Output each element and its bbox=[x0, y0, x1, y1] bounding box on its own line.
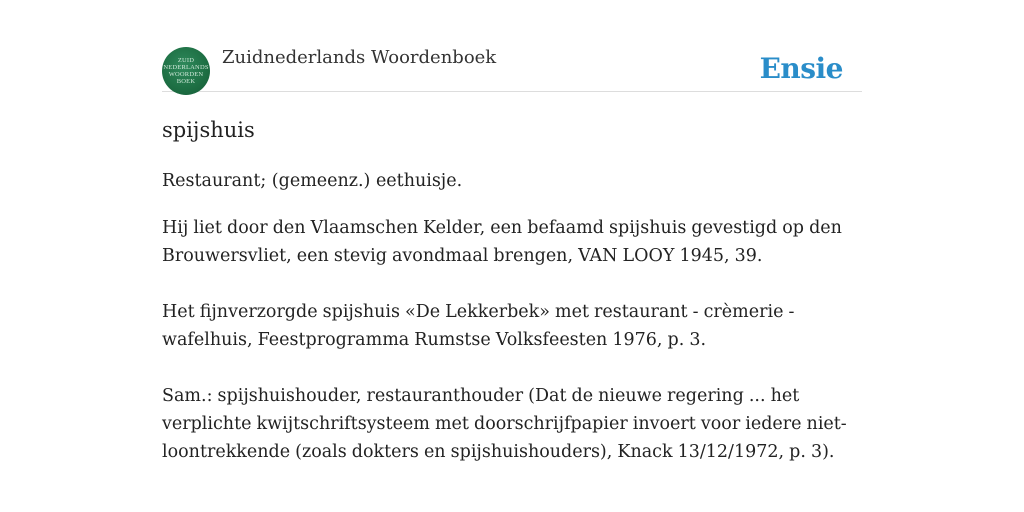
entry-example: Hij liet door den Vlaamschen Kelder, een befaamd spijshuis gevestigd op den Brouwersvliet, een stevig avondmaal brengen, VAN LOOY 1945, 39. bbox=[162, 218, 842, 266]
entry-headword: spijshuis bbox=[162, 118, 255, 142]
logo-line: NEDERLANDS bbox=[163, 64, 209, 71]
dictionary-card bbox=[162, 44, 862, 466]
header bbox=[162, 44, 862, 92]
entry-example: Sam.: spijshuishouder, restauranthouder (Dat de nieuwe regering ... het verplichte kwijtschriftsysteem met doorschrijfpapier invoert voor iedere niet-loontrekkende (zoals dokters en spijshuishouders), Knack 13/12/1972, p. 3). bbox=[162, 386, 847, 462]
logo-line: ZUID bbox=[177, 57, 195, 64]
logo-line: BOEK bbox=[176, 78, 196, 85]
site-title-link[interactable]: Zuidnederlands Woordenboek bbox=[222, 47, 497, 68]
logo-line: WOORDEN bbox=[168, 71, 204, 78]
entry-definition: Restaurant; (gemeenz.) eethuisje. bbox=[162, 171, 463, 191]
entry-example: Het fijnverzorgde spijshuis «De Lekkerbek» met restaurant - crèmerie - wafelhuis, Feestprogramma Rumstse Volksfeesten 1976, p. 3. bbox=[162, 302, 795, 350]
ensie-brand-link[interactable]: Ensie bbox=[759, 52, 843, 85]
dictionary-logo-icon[interactable] bbox=[162, 47, 210, 95]
